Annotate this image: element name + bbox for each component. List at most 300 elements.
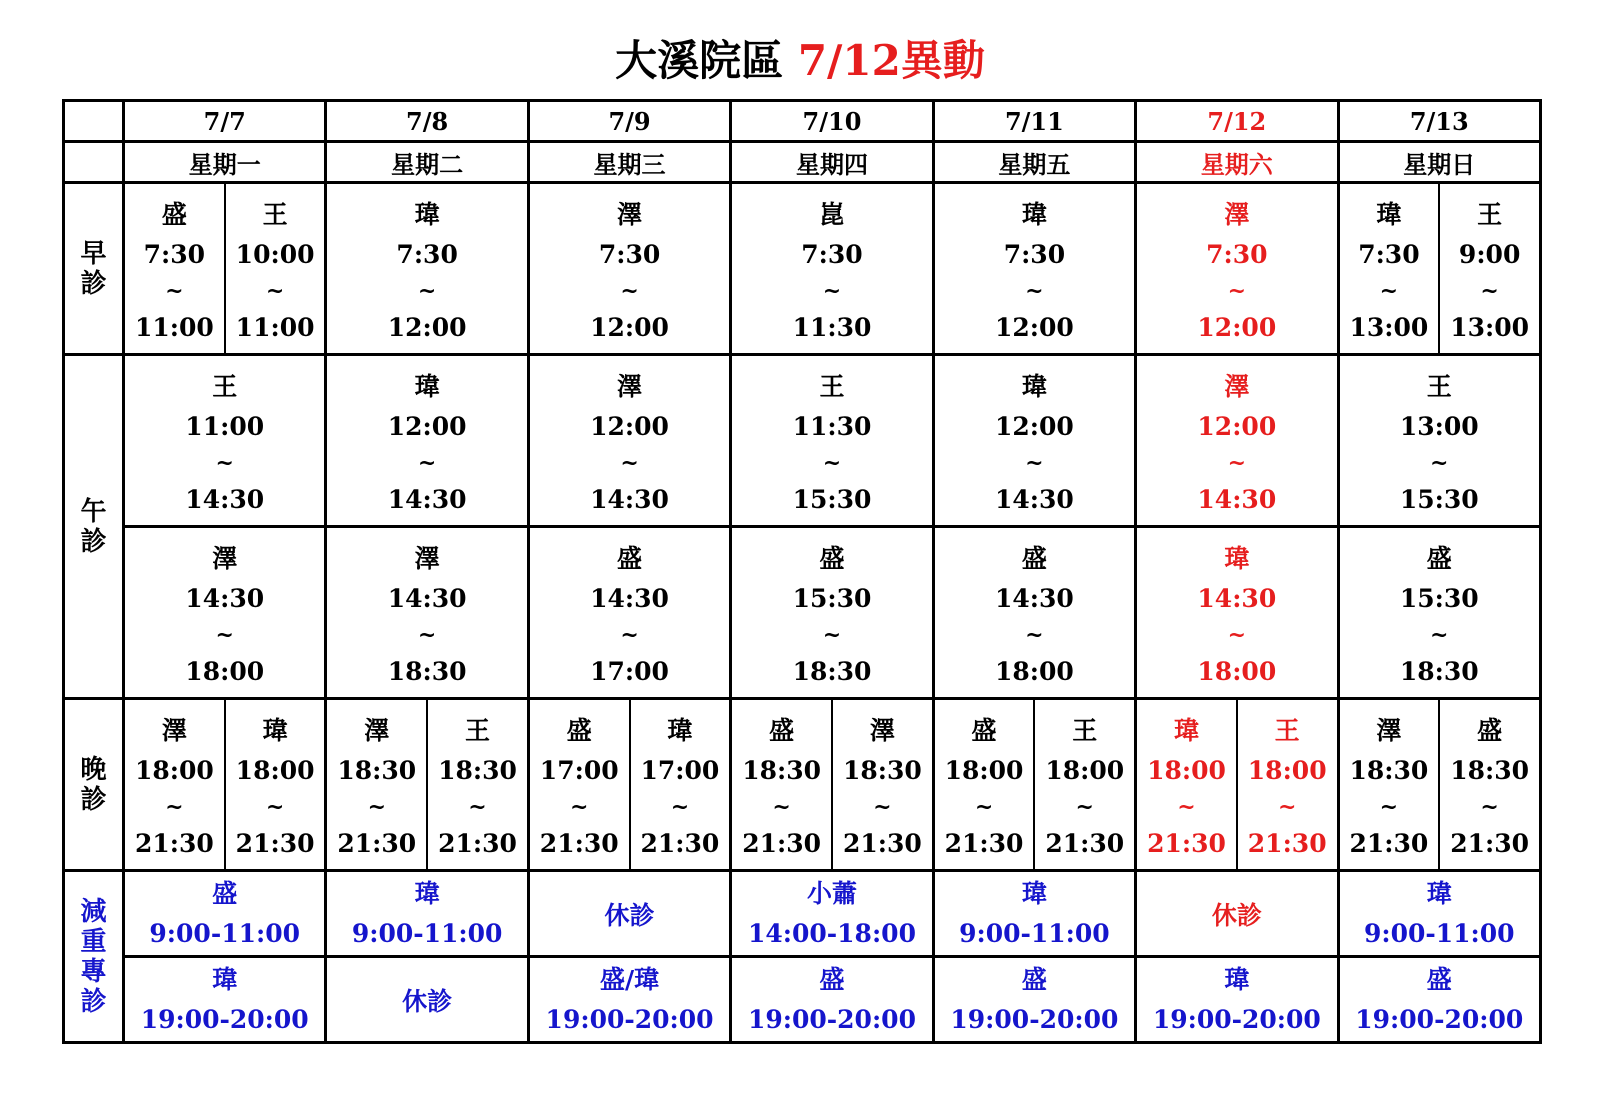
schedule-cell (1136, 699, 1338, 871)
doctor-name: 盛 (212, 878, 238, 908)
doctor-name: 瑋 (262, 715, 288, 745)
cell-content (1340, 528, 1539, 697)
schedule-cell (933, 527, 1135, 699)
schedule-cell (731, 355, 933, 527)
weekday-cell (528, 142, 730, 183)
shift (125, 700, 224, 869)
weekday-cell (124, 142, 326, 183)
end-time: 21:30 (1247, 829, 1327, 859)
period-text (65, 755, 122, 815)
time-separator: ~ (367, 794, 386, 821)
cell-content (732, 356, 931, 525)
shift (1438, 184, 1539, 353)
doctor-name: 盛 (617, 543, 643, 573)
doctor-name: 澤 (869, 715, 895, 745)
date-text: 7/12 (1207, 106, 1267, 136)
cell-content (732, 700, 931, 869)
doctor-name: 崑 (819, 199, 845, 229)
doctor-name: 盛 (1426, 964, 1452, 994)
start-time: 18:00 (1247, 755, 1327, 785)
shift (327, 700, 426, 869)
session-time: 9:00-11:00 (351, 918, 503, 948)
end-time: 18:30 (792, 657, 872, 687)
weight-loss-cell (528, 957, 730, 1043)
end-time: 11:30 (792, 313, 872, 343)
date-text: 7/7 (203, 106, 246, 136)
row-afternoon-2 (64, 527, 1541, 699)
end-time: 21:30 (235, 829, 315, 859)
weight-loss-cell (528, 871, 730, 957)
time-separator: ~ (1227, 622, 1247, 649)
cell-content (125, 700, 324, 869)
end-time: 21:30 (944, 829, 1024, 859)
time-separator: ~ (1430, 450, 1449, 477)
end-time: 14:30 (185, 485, 265, 515)
shift (935, 184, 1134, 353)
session-time: 19:00-20:00 (950, 1004, 1119, 1034)
shift (125, 356, 324, 525)
cell-content (1137, 184, 1336, 353)
cell-content (530, 700, 729, 869)
shift (1236, 700, 1337, 869)
schedule-cell (1136, 183, 1338, 355)
doctor-name: 盛 (819, 543, 845, 573)
start-time: 18:30 (438, 755, 517, 785)
start-time: 7:30 (1206, 239, 1268, 269)
cell-content (935, 356, 1134, 525)
start-time: 7:30 (1003, 239, 1066, 269)
period-char: 重 (80, 926, 107, 957)
time-separator: ~ (822, 278, 842, 305)
time-separator: ~ (1277, 794, 1297, 821)
weight-loss-cell (124, 871, 326, 957)
shift (732, 528, 931, 697)
cell-content (125, 184, 324, 353)
time-separator: ~ (670, 794, 690, 821)
start-time: 17:00 (640, 755, 720, 785)
end-time: 14:30 (387, 485, 467, 515)
shift (125, 184, 224, 353)
weekday-text: 星期一 (188, 150, 261, 179)
doctor-name: 澤 (414, 543, 440, 573)
schedule-cell (326, 699, 528, 871)
start-time: 14:30 (1197, 583, 1277, 613)
cell-content (530, 528, 729, 697)
weekday-cell (1136, 142, 1338, 183)
shift (1137, 356, 1336, 525)
shift (831, 700, 932, 869)
end-time: 18:30 (1399, 657, 1479, 687)
weight-loss-cell (326, 957, 528, 1043)
cell-content (1340, 184, 1539, 353)
weight-loss-cell (326, 871, 528, 957)
time-separator: ~ (620, 450, 639, 477)
period-text (65, 497, 122, 557)
doctor-name: 王 (1072, 715, 1098, 745)
schedule-cell (1136, 355, 1338, 527)
doctor-name: 澤 (212, 543, 238, 573)
weekday-text: 星期五 (998, 150, 1071, 179)
schedule-cell (731, 527, 933, 699)
time-separator: ~ (1025, 450, 1044, 477)
doctor-name: 盛 (1426, 543, 1452, 573)
start-time: 12:00 (387, 411, 467, 441)
date-cell (1338, 101, 1540, 142)
shift (935, 700, 1034, 869)
shift (1340, 700, 1439, 869)
schedule-cell (1338, 699, 1540, 871)
shift (1340, 356, 1539, 525)
shift (1033, 700, 1134, 869)
shift (935, 356, 1134, 525)
end-time: 21:30 (1450, 829, 1530, 859)
title-main: 大溪院區 (615, 36, 784, 85)
doctor-name: 盛 (1477, 715, 1503, 745)
end-time: 13:00 (1450, 313, 1530, 343)
start-time: 11:00 (185, 411, 265, 441)
time-separator: ~ (772, 794, 791, 821)
period-char: 診 (80, 784, 107, 815)
date-text: 7/9 (608, 106, 651, 136)
start-time: 9:00 (1458, 239, 1521, 269)
session-time: 19:00-20:00 (140, 1004, 309, 1034)
weekday-cell (326, 142, 528, 183)
schedule-cell (1136, 527, 1338, 699)
session-time: 19:00-20:00 (747, 1004, 916, 1034)
weekday-text: 星期三 (593, 150, 666, 179)
end-time: 18:00 (1197, 657, 1277, 687)
schedule-cell (326, 527, 528, 699)
start-time: 17:00 (539, 755, 619, 785)
shift (426, 700, 527, 869)
time-separator: ~ (974, 794, 994, 821)
start-time: 12:00 (590, 411, 669, 441)
time-separator: ~ (822, 450, 842, 477)
time-separator: ~ (265, 278, 285, 305)
start-time: 12:00 (1197, 411, 1277, 441)
doctor-name: 瑋 (1224, 964, 1250, 994)
start-time: 14:30 (590, 583, 669, 613)
start-time: 15:30 (1399, 583, 1479, 613)
doctor-name: 瑋 (667, 715, 693, 745)
cell-content (1137, 700, 1336, 869)
shift (125, 528, 324, 697)
start-time: 7:30 (1358, 239, 1420, 269)
doctor-name: 澤 (617, 371, 643, 401)
end-time: 12:00 (1197, 313, 1277, 343)
start-time: 7:30 (143, 239, 206, 269)
time-separator: ~ (1227, 450, 1247, 477)
schedule-cell (124, 183, 326, 355)
end-time: 14:30 (1197, 485, 1277, 515)
doctor-name: 王 (464, 715, 490, 745)
doctor-name: 瑋 (1021, 371, 1047, 401)
doctor-name: 王 (1426, 371, 1452, 401)
time-separator: ~ (620, 622, 639, 649)
row-afternoon-1 (64, 355, 1541, 527)
end-time: 15:30 (1399, 485, 1479, 515)
weight-loss-cell (124, 957, 326, 1043)
schedule-cell (528, 527, 730, 699)
end-time: 15:30 (792, 485, 872, 515)
time-separator: ~ (569, 794, 589, 821)
end-time: 21:30 (1147, 829, 1226, 859)
cell-content (125, 356, 324, 525)
time-separator: ~ (1379, 278, 1399, 305)
schedule-cell (528, 355, 730, 527)
shift (327, 356, 526, 525)
doctor-name: 王 (1477, 199, 1503, 229)
end-time: 12:00 (590, 313, 669, 343)
time-separator: ~ (1379, 794, 1399, 821)
weekday-text: 星期六 (1200, 150, 1273, 179)
date-cell (1136, 101, 1338, 142)
end-time: 21:30 (539, 829, 619, 859)
session-time: 19:00-20:00 (1355, 1004, 1524, 1034)
time-separator: ~ (165, 278, 184, 305)
end-time: 21:30 (842, 829, 922, 859)
cell-content (1137, 528, 1336, 697)
start-time: 10:00 (235, 239, 315, 269)
end-time: 18:00 (185, 657, 265, 687)
doctor-name: 小蕭 (806, 878, 857, 908)
shift (732, 700, 831, 869)
period-label-morning (64, 183, 124, 355)
end-time: 18:00 (994, 657, 1074, 687)
weight-loss-cell (731, 957, 933, 1043)
shift (629, 700, 730, 869)
schedule-cell (326, 355, 528, 527)
title-accent: 7/12異動 (797, 36, 985, 85)
period-char: 晚 (80, 754, 107, 785)
period-text (65, 239, 122, 299)
schedule-cell (528, 699, 730, 871)
time-separator: ~ (417, 450, 437, 477)
time-separator: ~ (873, 794, 892, 821)
doctor-name: 王 (819, 371, 845, 401)
header-row-date (64, 101, 1541, 142)
time-separator: ~ (822, 622, 842, 649)
closed-text: 休診 (604, 900, 655, 930)
start-time: 7:30 (598, 239, 661, 269)
doctor-name: 澤 (161, 715, 187, 745)
doctor-name: 瑋 (414, 878, 440, 908)
weekday-text: 星期二 (391, 150, 464, 179)
closed-text: 休診 (402, 986, 453, 1016)
doctor-name: 盛 (1021, 964, 1047, 994)
period-label-weight-loss (64, 871, 124, 1043)
shift (327, 184, 526, 353)
time-separator: ~ (417, 622, 437, 649)
cell-content (732, 528, 931, 697)
end-time: 21:30 (742, 829, 822, 859)
cell-content (530, 356, 729, 525)
end-time: 13:00 (1349, 313, 1429, 343)
period-label-evening (64, 699, 124, 871)
schedule-cell (933, 355, 1135, 527)
end-time: 18:30 (387, 657, 467, 687)
cell-content (935, 184, 1134, 353)
cell-content (1340, 700, 1539, 869)
period-char: 午 (80, 496, 107, 527)
doctor-name: 瑋 (1376, 199, 1402, 229)
shift (530, 184, 729, 353)
period-char: 減 (80, 896, 107, 927)
date-cell (124, 101, 326, 142)
shift (224, 700, 325, 869)
time-separator: ~ (468, 794, 487, 821)
cell-content (327, 528, 526, 697)
weight-loss-cell (933, 957, 1135, 1043)
time-separator: ~ (1025, 278, 1044, 305)
header-row-weekday (64, 142, 1541, 183)
schedule-cell (933, 699, 1135, 871)
weekday-text: 星期四 (795, 150, 868, 179)
period-char: 診 (80, 526, 107, 557)
shift (1340, 528, 1539, 697)
schedule-cell (933, 183, 1135, 355)
start-time: 14:30 (185, 583, 265, 613)
start-time: 15:30 (792, 583, 872, 613)
date-text: 7/11 (1004, 106, 1064, 136)
schedule-cell (124, 699, 326, 871)
doctor-name: 盛/瑋 (599, 964, 660, 994)
shift (935, 528, 1134, 697)
start-time: 12:00 (994, 411, 1074, 441)
doctor-name: 盛 (1021, 543, 1047, 573)
doctor-name: 澤 (364, 715, 390, 745)
end-time: 21:30 (1349, 829, 1429, 859)
session-time: 9:00-11:00 (1363, 918, 1515, 948)
end-time: 21:30 (1045, 829, 1125, 859)
shift (224, 184, 325, 353)
doctor-name: 瑋 (1021, 199, 1047, 229)
end-time: 21:30 (640, 829, 720, 859)
shift (530, 356, 729, 525)
date-text: 7/13 (1409, 106, 1469, 136)
weight-loss-cell (731, 871, 933, 957)
doctor-name: 瑋 (414, 371, 440, 401)
doctor-name: 瑋 (1224, 543, 1250, 573)
time-separator: ~ (1480, 278, 1499, 305)
cell-content (327, 356, 526, 525)
shift (1340, 184, 1439, 353)
date-cell (528, 101, 730, 142)
doctor-name: 瑋 (1021, 878, 1047, 908)
start-time: 18:00 (944, 755, 1024, 785)
schedule-cell (1338, 527, 1540, 699)
time-separator: ~ (1480, 794, 1499, 821)
row-weight-loss-2 (64, 957, 1541, 1043)
doctor-name: 澤 (1376, 715, 1402, 745)
cell-content (327, 700, 526, 869)
weight-loss-cell (1338, 957, 1540, 1043)
period-char: 早 (80, 238, 107, 269)
weekday-cell (933, 142, 1135, 183)
time-separator: ~ (215, 450, 234, 477)
schedule-cell (731, 699, 933, 871)
period-char: 診 (80, 986, 107, 1017)
period-char: 診 (80, 268, 107, 299)
row-morning (64, 183, 1541, 355)
shift (1137, 184, 1336, 353)
start-time: 14:30 (994, 583, 1074, 613)
shift (327, 528, 526, 697)
start-time: 18:30 (742, 755, 822, 785)
cell-content (327, 184, 526, 353)
start-time: 18:00 (1045, 755, 1125, 785)
doctor-name: 澤 (617, 199, 643, 229)
session-time: 19:00-20:00 (545, 1004, 714, 1034)
period-text (65, 897, 122, 1017)
weight-loss-cell (933, 871, 1135, 957)
time-separator: ~ (620, 278, 639, 305)
schedule-cell (326, 183, 528, 355)
cell-content (1137, 356, 1336, 525)
start-time: 18:30 (337, 755, 417, 785)
cell-content (935, 528, 1134, 697)
doctor-name: 澤 (1224, 199, 1250, 229)
session-time: 9:00-11:00 (959, 918, 1110, 948)
shift (732, 356, 931, 525)
corner-cell (64, 101, 124, 142)
weekday-text: 星期日 (1403, 150, 1476, 179)
shift (1137, 700, 1236, 869)
date-text: 7/8 (406, 106, 449, 136)
shift (732, 184, 931, 353)
cell-content (1340, 356, 1539, 525)
schedule-cell (1338, 355, 1540, 527)
start-time: 14:30 (387, 583, 467, 613)
doctor-name: 王 (262, 199, 288, 229)
start-time: 7:30 (801, 239, 863, 269)
schedule-cell (528, 183, 730, 355)
schedule-table (62, 99, 1542, 1044)
date-cell (731, 101, 933, 142)
row-weight-loss-1 (64, 871, 1541, 957)
start-time: 18:00 (134, 755, 214, 785)
row-evening (64, 699, 1541, 871)
end-time: 12:00 (387, 313, 467, 343)
page-title (0, 28, 1600, 88)
session-time: 9:00-11:00 (149, 918, 301, 948)
start-time: 18:00 (1147, 755, 1226, 785)
start-time: 18:30 (1349, 755, 1429, 785)
session-time: 19:00-20:00 (1152, 1004, 1321, 1034)
start-time: 18:30 (842, 755, 922, 785)
shift (530, 700, 629, 869)
cell-content (125, 528, 324, 697)
end-time: 12:00 (994, 313, 1074, 343)
time-separator: ~ (1430, 622, 1449, 649)
end-time: 14:30 (994, 485, 1074, 515)
weight-loss-cell (1338, 871, 1540, 957)
shift (530, 528, 729, 697)
time-separator: ~ (265, 794, 285, 821)
date-cell (326, 101, 528, 142)
end-time: 11:00 (235, 313, 315, 343)
doctor-name: 澤 (1224, 371, 1250, 401)
cell-content (732, 184, 931, 353)
schedule-cell (1338, 183, 1540, 355)
start-time: 18:30 (1450, 755, 1530, 785)
doctor-name: 王 (1274, 715, 1300, 745)
period-char: 專 (80, 956, 107, 987)
shift (1137, 528, 1336, 697)
start-time: 18:00 (235, 755, 315, 785)
time-separator: ~ (1075, 794, 1094, 821)
end-time: 14:30 (590, 485, 669, 515)
